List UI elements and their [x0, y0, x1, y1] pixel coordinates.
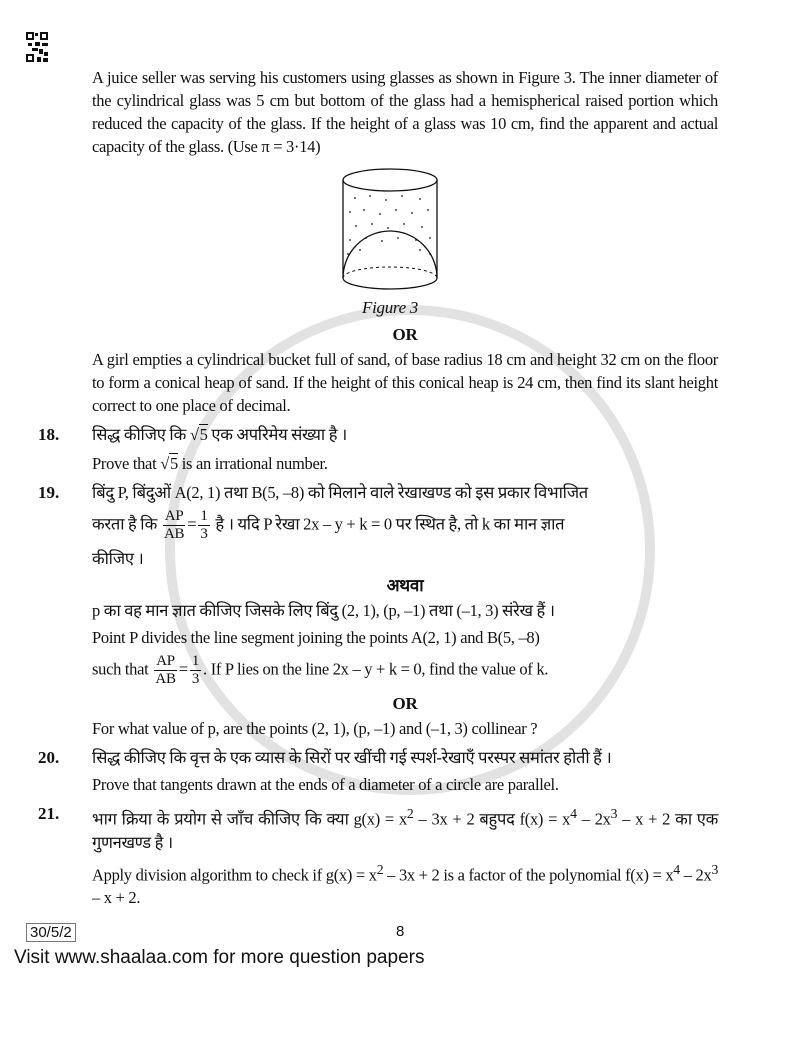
- q18-hindi-a: सिद्ध कीजिए कि: [92, 425, 186, 444]
- text: such that: [92, 659, 149, 679]
- denominator: 3: [191, 671, 200, 687]
- q18-hindi-b: एक अपरिमेय संख्या है ।: [211, 425, 347, 444]
- page-footer: [0, 923, 800, 983]
- figure-3: [92, 166, 718, 294]
- q18-english-a: Prove that: [92, 454, 157, 473]
- page-number: 8: [396, 923, 405, 940]
- numerator: 1: [191, 653, 200, 669]
- question-number: 18.: [38, 425, 60, 444]
- text: – x + 2.: [92, 888, 141, 907]
- q18-english: Prove that √5 is an irrational number.: [92, 454, 328, 473]
- text: – 2x: [581, 809, 611, 829]
- or-heading: OR: [392, 325, 418, 344]
- paper-code: 30/5/2: [26, 923, 76, 942]
- sqrt-value: 5: [169, 454, 178, 473]
- denominator: AB: [155, 671, 176, 687]
- q21-english: [92, 858, 718, 910]
- question-21: [38, 802, 719, 909]
- exponent: 3: [711, 861, 719, 877]
- denominator: 3: [200, 526, 208, 542]
- q19-english-line2: such that $\frac{AP}{AB}$ = $\frac{1}{3}$ . If P lies on the line 2x – y + k = 0, find the value of k.: [92, 653, 549, 687]
- footer-visit-link[interactable]: Visit www.shaalaa.com for more question papers: [14, 947, 425, 968]
- text: भाग क्रिया के प्रयोग से जाँच कीजिए कि क्या g(x) = x: [92, 809, 407, 829]
- text: – 3x + 2 बहुपद: [418, 809, 515, 829]
- exponent: 2: [376, 861, 384, 877]
- denominator: AB: [163, 526, 185, 542]
- q17-text: A juice seller was serving his customers using glasses as shown in Figure 3. The inner diameter of the cylindrical glass was 5 cm but bottom of the glass had a hemispherical raised portion which reduced the capacity of the glass. If the height of a glass was 10 cm, find the apparent and actual capacity of the glass. (Use π = 3·14): [92, 68, 718, 156]
- question-18: [38, 423, 718, 475]
- athva-heading: अथवा: [386, 576, 424, 595]
- numerator: AP: [164, 508, 184, 524]
- exponent: 2: [406, 806, 414, 821]
- fraction-ap-ab: [154, 653, 177, 688]
- exponent: 4: [570, 806, 577, 821]
- exponent: 3: [610, 806, 618, 821]
- text: Apply division algorithm to check if g(x) = x: [92, 865, 377, 884]
- q21-hindi: [92, 802, 718, 854]
- text: polynomial f(x) = x: [549, 865, 674, 884]
- fraction-one-third: [198, 508, 209, 543]
- or-heading: OR: [392, 694, 418, 713]
- question-content: [38, 0, 719, 909]
- text: है । यदि P रेखा 2x – y + k = 0 पर स्थित है, तो k का मान ज्ञात: [215, 514, 565, 534]
- q19-hindi-line2: करता है कि $\frac{AP}{AB}$ = $\frac{1}{3}$ है । यदि P रेखा 2x – y + k = 0 पर स्थित है, तो k का मान ज्ञात: [92, 508, 565, 542]
- question-number: 20.: [38, 748, 60, 767]
- qr-code-icon: [26, 32, 50, 64]
- text: – 3x + 2 is a factor of the: [387, 865, 546, 884]
- text: – 2x: [683, 865, 712, 884]
- question-19: [38, 481, 718, 740]
- numerator: 1: [200, 508, 208, 524]
- exponent: 4: [673, 861, 680, 877]
- text: करता है कि: [92, 514, 157, 534]
- question-20: [38, 746, 718, 796]
- numerator: AP: [156, 653, 175, 669]
- q18-hindi: सिद्ध कीजिए कि √5 एक अपरिमेय संख्या है ।: [92, 425, 347, 444]
- fraction-one-third: [190, 653, 201, 688]
- q19-hindi-line3: कीजिए ।: [92, 549, 144, 568]
- sqrt-value: 5: [199, 425, 208, 444]
- q18-english-b: is an irrational number.: [181, 454, 328, 473]
- q19-hindi-line1: बिंदु P, बिंदुओं A(2, 1) तथा B(5, –8) को मिलाने वाले रेखाखण्ड को इस प्रकार विभाजित: [92, 483, 588, 502]
- question-number: 19.: [38, 483, 60, 502]
- text: f(x) = x: [519, 809, 571, 829]
- fraction-ap-ab: [163, 508, 186, 543]
- q19-english-line1: Point P divides the line segment joining the points A(2, 1) and B(5, –8): [92, 628, 540, 647]
- figure-caption: Figure 3: [362, 298, 418, 317]
- q17-alt-text: A girl empties a cylindrical bucket full of sand, of base radius 18 cm and height 32 cm on the floor to form a conical heap of sand. If the height of this conical heap is 24 cm, then find its slant height correct to one place of decimal.: [92, 350, 718, 415]
- text: – x + 2 का एक गुणनखण्ड है ।: [92, 809, 719, 852]
- question-number: 21.: [38, 804, 60, 823]
- text: . If P lies on the line 2x – y + k = 0, find the value of k.: [203, 659, 549, 679]
- q20-hindi: सिद्ध कीजिए कि वृत्त के एक व्यास के सिरों पर खींची गई स्पर्श-रेखाएँ परस्पर समांतर होती हैं ।: [92, 748, 612, 767]
- figure-3-cylinder-glass: [330, 166, 450, 294]
- q19-hindi-alt: p का वह मान ज्ञात कीजिए जिसके लिए बिंदु (2, 1), (p, –1) तथा (–1, 3) संरेख हैं ।: [92, 601, 555, 620]
- q19-english-alt: For what value of p, are the points (2, 1), (p, –1) and (–1, 3) collinear ?: [92, 719, 538, 738]
- q20-english: Prove that tangents drawn at the ends of a diameter of a circle are parallel.: [92, 775, 559, 794]
